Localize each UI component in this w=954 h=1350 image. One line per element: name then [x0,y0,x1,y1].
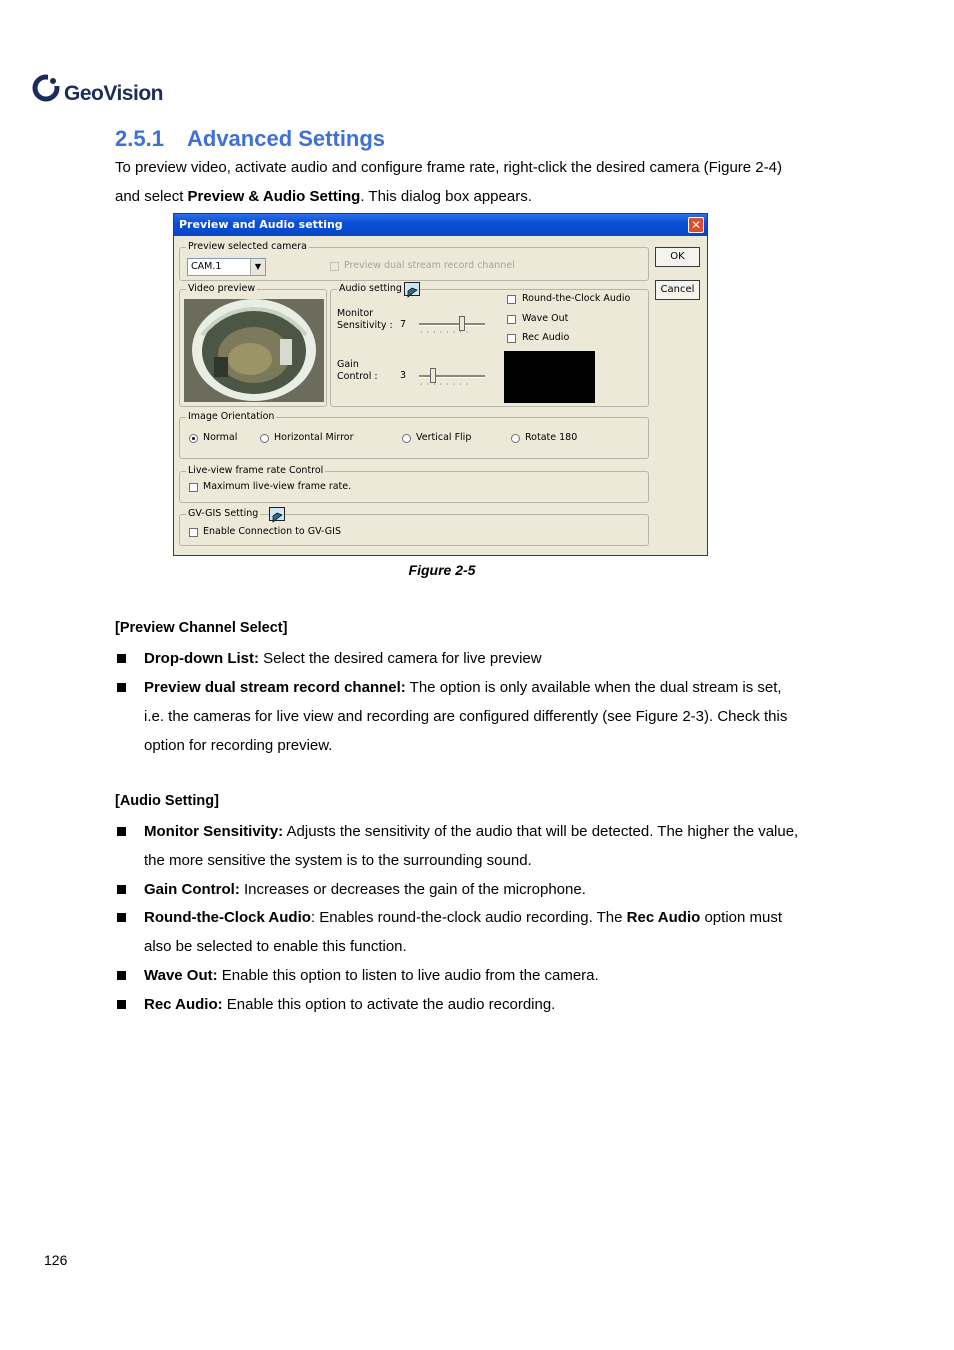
group-label: Video preview [188,283,256,294]
intro-line-1: To preview video, activate audio and configure frame rate, right-click the desired camera (Figure 2-4) [115,159,782,176]
pointer-icon [405,286,419,298]
bullet-text [144,673,845,702]
pointer-icon [270,511,284,523]
bullet-body: Increases or decreases the gain of the microphone. [239,881,586,898]
preview-audio-dialog [173,213,708,556]
section-title: Advanced Settings [187,126,386,151]
bullet-bold: Rec Audio: [144,996,223,1013]
orientation-horizontal-radio[interactable] [260,434,269,443]
bullet-square-icon [117,1000,126,1009]
group-label: Preview selected camera [188,241,307,252]
bullet-bold: Gain Control: [144,881,240,898]
bullet-text-cont: option for recording preview. [144,737,333,754]
image-orientation-group [179,411,649,459]
page-number: 126 [44,1252,68,1268]
round-clock-checkbox[interactable] [507,295,516,304]
bullet-wave-out [115,961,845,990]
bullet-round-clock [115,903,845,961]
section-number: 2.5.1 [115,126,164,151]
ok-button[interactable]: OK [655,247,700,267]
wave-out-checkbox[interactable] [507,315,516,324]
bullet-bold: Wave Out: [144,967,218,984]
bullet-dropdown-list [115,644,845,673]
rec-audio-checkbox[interactable] [507,334,516,343]
bullet-body: Enable this option to listen to live audio from the camera. [217,967,599,984]
bullet-body: Adjusts the sensitivity of the audio that will be detected. The higher the value, [283,823,799,840]
orientation-vertical-label: Vertical Flip [416,432,472,443]
max-liveview-checkbox[interactable] [189,483,198,492]
monitor-slider-ticks: ········ [420,328,473,337]
audio-setting-heading: [Audio Setting] [115,793,219,809]
enable-gis-label: Enable Connection to GV-GIS [203,526,341,537]
monitor-value: 7 [400,319,407,330]
preview-channel-heading: [Preview Channel Select] [115,620,288,636]
intro-line-2 [115,182,532,211]
max-liveview-label: Maximum live-view frame rate. [203,481,352,492]
bullet-body: : Enables round-the-clock audio recording. The [310,909,627,926]
group-label: Live-view frame rate Control [188,465,324,476]
bullet-text [144,990,845,1019]
dual-stream-checkbox[interactable] [330,262,339,271]
logo-text: GeoVision [64,82,163,105]
bullet-body: Enable this option to activate the audio recording. [222,996,556,1013]
bullet-bold: Preview dual stream record channel: [144,679,406,696]
bullet-square-icon [117,827,126,836]
bullet-text-cont: also be selected to enable this function. [144,938,407,955]
chevron-down-icon[interactable]: ▼ [250,259,265,275]
monitor-label-1: Monitor [337,308,374,319]
gain-value: 3 [400,370,407,381]
gain-slider-track[interactable] [419,375,485,378]
bullet-text [144,644,845,673]
bullet-square-icon [117,913,126,922]
bullet-body: The option is only available when the dual stream is set, [405,679,782,696]
orientation-vertical-radio[interactable] [402,434,411,443]
bullet-text [144,817,845,846]
bullet-bold: Rec Audio [626,909,701,926]
bullet-monitor-sensitivity [115,817,845,875]
bullet-text [144,961,845,990]
group-label: Image Orientation [188,411,275,422]
bullet-text-cont: the more sensitive the system is to the surrounding sound. [144,852,532,869]
audio-settings-icon[interactable] [404,282,420,296]
bullet-rec-audio [115,990,845,1019]
bullet-gain-control [115,875,845,904]
wave-out-label: Wave Out [522,313,569,324]
geovision-logo [32,74,172,110]
rec-audio-label: Rec Audio [522,332,570,343]
dialog-titlebar[interactable] [174,214,707,236]
bullet-body: Select the desired camera for live preview [258,650,542,667]
geovision-logo-icon [32,74,60,102]
bullet-square-icon [117,654,126,663]
intro-bold: Preview & Audio Setting [187,188,361,205]
orientation-rotate-label: Rotate 180 [525,432,578,443]
gain-slider-ticks: ········ [420,380,473,389]
gain-label-1: Gain [337,359,359,370]
enable-gis-checkbox[interactable] [189,528,198,537]
video-preview-image [184,299,324,402]
orientation-horizontal-label: Horizontal Mirror [274,432,354,443]
intro-text-end: . This dialog box appears. [360,188,532,205]
cancel-button[interactable]: Cancel [655,280,700,300]
intro-text: and select [115,188,188,205]
close-icon[interactable]: ✕ [688,217,704,233]
figure-caption: Figure 2-5 [408,562,476,578]
orientation-normal-label: Normal [203,432,238,443]
group-label: GV-GIS Setting [188,508,259,519]
section-heading [115,126,385,152]
camera-value: CAM.1 [191,261,222,272]
bullet-square-icon [117,885,126,894]
bullet-body: option must [700,909,783,926]
orientation-rotate-radio[interactable] [511,434,520,443]
bullet-bold: Round-the-Clock Audio [144,909,311,926]
gis-settings-icon[interactable] [269,507,285,521]
orientation-normal-radio[interactable] [189,434,198,443]
bullet-text-cont: i.e. the cameras for live view and recording are configured differently (see Figure 2-3). Check this [144,708,788,725]
group-label: Audio setting [339,283,402,294]
bullet-text [144,903,845,932]
round-clock-label: Round-the-Clock Audio [522,293,631,304]
bullet-square-icon [117,683,126,692]
dual-stream-label: Preview dual stream record channel [344,260,515,271]
audio-setting-group [330,283,649,407]
monitor-slider-track[interactable] [419,323,485,326]
bullet-square-icon [117,971,126,980]
bullet-bold: Drop-down List: [144,650,259,667]
bullet-dual-stream [115,673,845,760]
bullet-text [144,875,845,904]
gain-label-2: Control : [337,371,378,382]
monitor-label-2: Sensitivity : [337,320,393,331]
camera-dropdown[interactable] [187,258,266,276]
audio-level-display [504,351,595,403]
bullet-bold: Monitor Sensitivity: [144,823,284,840]
dialog-title: Preview and Audio setting [179,218,343,231]
